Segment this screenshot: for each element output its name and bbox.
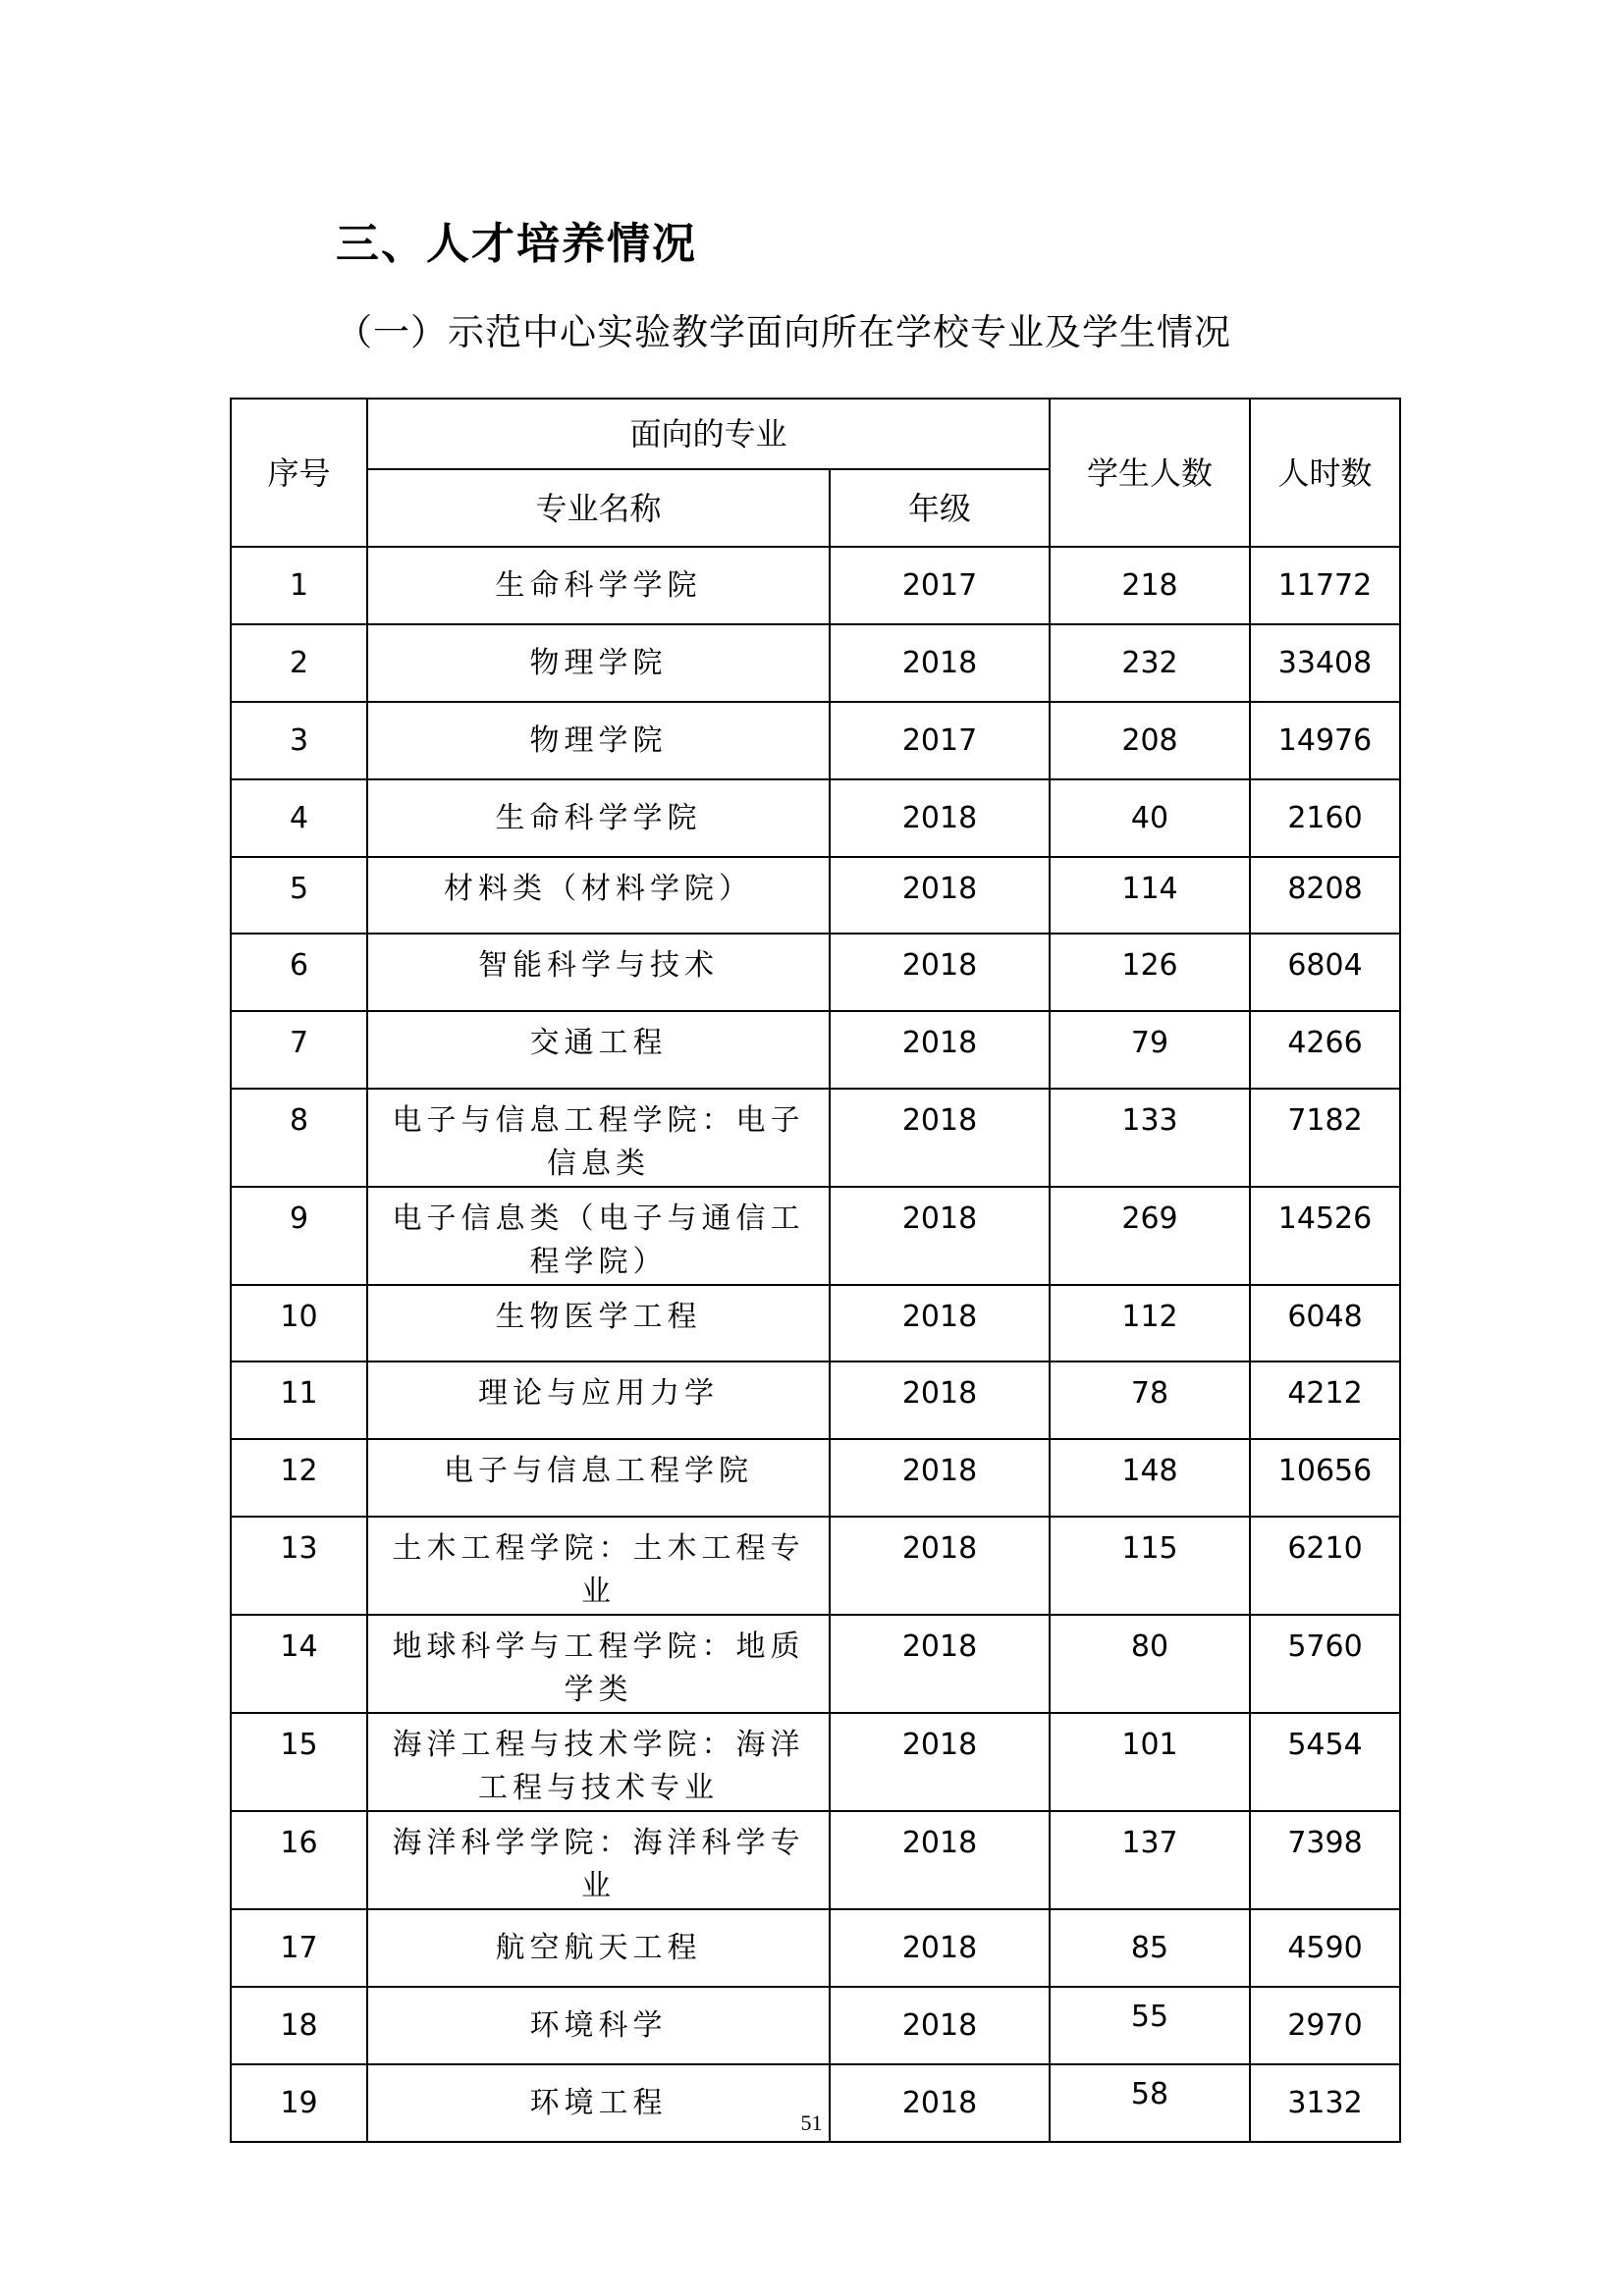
- table-row: [231, 624, 1400, 702]
- major-name-cell: 海洋工程与技术学院：海洋工程与技术专业: [367, 1713, 830, 1811]
- major-name-cell: 环境科学: [367, 1987, 830, 2064]
- table-row: [231, 1285, 1400, 1362]
- students-cell: 79: [1050, 1011, 1250, 1089]
- grade-cell: 2018: [830, 1517, 1050, 1615]
- person-hours-cell: 4212: [1250, 1362, 1400, 1439]
- grade-cell: 2018: [830, 624, 1050, 702]
- grade-cell: 2018: [830, 1439, 1050, 1517]
- table-row: [231, 1517, 1400, 1615]
- table-row: [231, 702, 1400, 779]
- person-hours-cell: 5454: [1250, 1713, 1400, 1811]
- grade-cell: 2018: [830, 2064, 1050, 2142]
- major-name-cell: 理论与应用力学: [367, 1362, 830, 1439]
- table-row: [231, 1615, 1400, 1713]
- row-index-cell: 18: [231, 1987, 367, 2064]
- grade-cell: 2018: [830, 1285, 1050, 1362]
- students-cell: 58: [1050, 2064, 1250, 2142]
- person-hours-cell: 11772: [1250, 547, 1400, 624]
- students-cell: 85: [1050, 1909, 1250, 1987]
- person-hours-cell: 8208: [1250, 857, 1400, 934]
- table-row: [231, 934, 1400, 1011]
- grade-cell: 2018: [830, 1713, 1050, 1811]
- person-hours-cell: 4590: [1250, 1909, 1400, 1987]
- person-hours-cell: 7182: [1250, 1089, 1400, 1187]
- students-cell: 126: [1050, 934, 1250, 1011]
- grade-cell: 2018: [830, 934, 1050, 1011]
- section-title: 三、人才培养情况: [336, 219, 697, 269]
- subsection-title: （一）示范中心实验教学面向所在学校专业及学生情况: [336, 311, 1231, 353]
- students-cell: 232: [1050, 624, 1250, 702]
- students-cell: 208: [1050, 702, 1250, 779]
- students-cell: 112: [1050, 1285, 1250, 1362]
- person-hours-cell: 6210: [1250, 1517, 1400, 1615]
- major-name-cell: 航空航天工程: [367, 1909, 830, 1987]
- students-cell: 218: [1050, 547, 1250, 624]
- row-index-cell: 6: [231, 934, 367, 1011]
- major-name-cell: 电子信息类（电子与通信工程学院）: [367, 1187, 830, 1285]
- table-row: [231, 1089, 1400, 1187]
- grade-cell: 2018: [830, 1909, 1050, 1987]
- major-name-cell: 生命科学学院: [367, 547, 830, 624]
- major-name-cell: 物理学院: [367, 624, 830, 702]
- person-hours-cell: 33408: [1250, 624, 1400, 702]
- row-index-cell: 12: [231, 1439, 367, 1517]
- students-cell: 101: [1050, 1713, 1250, 1811]
- students-cell: 137: [1050, 1811, 1250, 1909]
- table-row: [231, 1362, 1400, 1439]
- grade-cell: 2018: [830, 1615, 1050, 1713]
- person-hours-cell: 6048: [1250, 1285, 1400, 1362]
- grade-cell: 2017: [830, 547, 1050, 624]
- person-hours-cell: 14976: [1250, 702, 1400, 779]
- major-name-cell: 地球科学与工程学院：地质学类: [367, 1615, 830, 1713]
- row-index-cell: 3: [231, 702, 367, 779]
- grade-cell: 2018: [830, 1187, 1050, 1285]
- page-number: 51: [800, 2110, 823, 2135]
- students-cell: 269: [1050, 1187, 1250, 1285]
- header-grade: 年级: [830, 469, 1050, 547]
- table-row: [231, 1987, 1400, 2064]
- row-index-cell: 1: [231, 547, 367, 624]
- row-index-cell: 9: [231, 1187, 367, 1285]
- row-index-cell: 5: [231, 857, 367, 934]
- major-name-cell: 环境工程: [367, 2064, 830, 2142]
- grade-cell: 2018: [830, 1089, 1050, 1187]
- table-row: [231, 1713, 1400, 1811]
- major-name-cell: 材料类（材料学院）: [367, 857, 830, 934]
- person-hours-cell: 2970: [1250, 1987, 1400, 2064]
- grade-cell: 2018: [830, 779, 1050, 857]
- students-cell: 78: [1050, 1362, 1250, 1439]
- row-index-cell: 4: [231, 779, 367, 857]
- table-row: [231, 1811, 1400, 1909]
- row-index-cell: 17: [231, 1909, 367, 1987]
- row-index-cell: 8: [231, 1089, 367, 1187]
- majors-table: [230, 398, 1401, 2143]
- person-hours-cell: 14526: [1250, 1187, 1400, 1285]
- major-name-cell: 智能科学与技术: [367, 934, 830, 1011]
- table-row: [231, 1011, 1400, 1089]
- person-hours-cell: 10656: [1250, 1439, 1400, 1517]
- row-index-cell: 10: [231, 1285, 367, 1362]
- major-name-cell: 土木工程学院：土木工程专业: [367, 1517, 830, 1615]
- header-major-group: 面向的专业: [367, 399, 1050, 469]
- major-name-cell: 生物医学工程: [367, 1285, 830, 1362]
- row-index-cell: 14: [231, 1615, 367, 1713]
- row-index-cell: 7: [231, 1011, 367, 1089]
- table-row: [231, 547, 1400, 624]
- table-row: [231, 857, 1400, 934]
- students-cell: 115: [1050, 1517, 1250, 1615]
- grade-cell: 2018: [830, 1987, 1050, 2064]
- major-name-cell: 电子与信息工程学院：电子信息类: [367, 1089, 830, 1187]
- row-index-cell: 11: [231, 1362, 367, 1439]
- person-hours-cell: 7398: [1250, 1811, 1400, 1909]
- row-index-cell: 19: [231, 2064, 367, 2142]
- person-hours-cell: 2160: [1250, 779, 1400, 857]
- person-hours-cell: 3132: [1250, 2064, 1400, 2142]
- row-index-cell: 13: [231, 1517, 367, 1615]
- person-hours-cell: 4266: [1250, 1011, 1400, 1089]
- header-major-name: 专业名称: [367, 469, 830, 547]
- students-cell: 133: [1050, 1089, 1250, 1187]
- grade-cell: 2018: [830, 1362, 1050, 1439]
- grade-cell: 2017: [830, 702, 1050, 779]
- header-person-hours: 人时数: [1250, 399, 1400, 547]
- major-name-cell: 物理学院: [367, 702, 830, 779]
- students-cell: 55: [1050, 1987, 1250, 2064]
- person-hours-cell: 6804: [1250, 934, 1400, 1011]
- table-row: [231, 1909, 1400, 1987]
- grade-cell: 2018: [830, 1811, 1050, 1909]
- grade-cell: 2018: [830, 1011, 1050, 1089]
- major-name-cell: 生命科学学院: [367, 779, 830, 857]
- major-name-cell: 电子与信息工程学院: [367, 1439, 830, 1517]
- row-index-cell: 2: [231, 624, 367, 702]
- table-row: [231, 779, 1400, 857]
- header-index: 序号: [231, 399, 367, 547]
- table-row: [231, 1187, 1400, 1285]
- major-name-cell: 海洋科学学院：海洋科学专业: [367, 1811, 830, 1909]
- major-name-cell: 交通工程: [367, 1011, 830, 1089]
- students-cell: 80: [1050, 1615, 1250, 1713]
- students-cell: 40: [1050, 779, 1250, 857]
- students-cell: 148: [1050, 1439, 1250, 1517]
- person-hours-cell: 5760: [1250, 1615, 1400, 1713]
- row-index-cell: 16: [231, 1811, 367, 1909]
- table-row: [231, 1439, 1400, 1517]
- students-cell: 114: [1050, 857, 1250, 934]
- grade-cell: 2018: [830, 857, 1050, 934]
- row-index-cell: 15: [231, 1713, 367, 1811]
- header-students: 学生人数: [1050, 399, 1250, 547]
